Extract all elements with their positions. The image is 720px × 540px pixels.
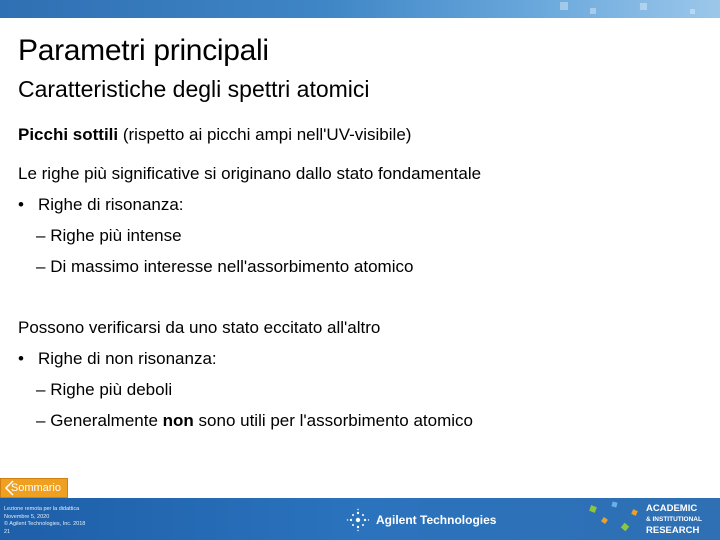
peaks-rest-text: (rispetto ai picchi ampi nell'UV-visibile) [118,125,412,144]
subbullet-not-useful-pre: Generalmente [50,411,163,430]
footer-meta-line3: © Agilent Technologies, Inc. 2018 [4,521,86,527]
agilent-logo [346,508,496,532]
page-number: 21 [4,528,11,535]
subbullet-intense-text: Righe più intense [50,226,182,245]
subbullet-not-useful [36,411,473,431]
academic-line2: & INSTITUTIONAL [646,516,702,523]
text-line-excited-state: Possono verificarsi da uno stato eccitato all'altro [18,318,381,337]
subbullet-weak [36,380,172,400]
academic-line3: RESEARCH [646,525,700,536]
sommario-button[interactable] [0,478,68,498]
subbullet-intense [36,226,182,246]
bullet-resonance [18,195,184,215]
bullet-symbol: • [18,349,24,368]
footer-meta [4,506,85,536]
dash-symbol: – [36,380,46,399]
subbullet-not-useful-bold: non [162,411,194,430]
dash-symbol: – [36,226,46,245]
chevron-left-icon [3,480,17,496]
agilent-spark-icon [346,508,370,532]
agilent-brand-text: Agilent Technologies [376,513,497,527]
academic-research-logo [646,503,702,536]
footer-meta-line2: Novembre 5, 2020 [4,513,50,520]
bullet-resonance-text: Righe di risonanza: [38,195,184,214]
subbullet-not-useful-post: sono utili per l'assorbimento atomico [193,411,473,430]
academic-line1: ACADEMIC [646,503,698,514]
subbullet-interest-text: Di massimo interesse nell'assorbimento atomico [50,257,414,276]
bullet-non-resonance-text: Righe di non risonanza: [38,349,217,368]
text-line-peaks [18,125,411,145]
bullet-symbol: • [18,195,24,214]
footer-meta-line1: Lezione remota per la didattica [4,506,80,512]
subbullet-weak-text: Righe più deboli [50,380,173,399]
sommario-label: Sommario [10,482,61,494]
text-line-ground-state: Le righe più significative si originano dallo stato fondamentale [18,164,482,183]
footer-band [0,498,720,540]
subbullet-interest [36,257,413,277]
dash-symbol: – [36,411,46,430]
slide-title: Parametri principali [18,34,269,67]
dash-symbol: – [36,257,46,276]
peaks-bold-text: Picchi sottili [18,125,119,144]
slide-subtitle: Caratteristiche degli spettri atomici [18,76,370,102]
bullet-non-resonance [18,349,217,369]
header-band [0,0,720,18]
